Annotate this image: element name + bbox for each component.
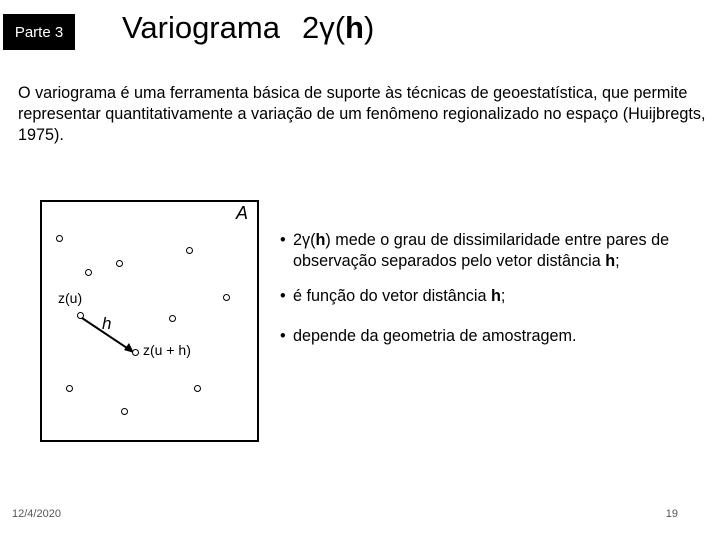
title-h: h <box>345 10 364 45</box>
slide-title <box>122 10 374 46</box>
title-prefix: 2 <box>301 10 320 45</box>
sample-point <box>56 235 63 242</box>
title-gamma: γ <box>319 10 335 45</box>
sample-point <box>169 315 176 322</box>
bullet-text: ; <box>500 287 506 305</box>
title-word: Variograma <box>122 10 280 45</box>
bullet-item <box>280 230 700 272</box>
sampling-diagram <box>40 200 259 442</box>
sample-point <box>121 408 128 415</box>
bullet-text: é função do vetor distância <box>293 287 491 305</box>
vector-layer <box>42 202 257 440</box>
bullet-item <box>280 286 700 307</box>
intro-paragraph: O variograma é uma ferramenta básica de suporte às técnicas de geoestatística, que permite representar quantitativamente a variação de um fenômeno regionalizado no espaço (Huijbregts, 1975). <box>18 84 706 144</box>
sample-point-zu <box>77 312 84 319</box>
bullet-text: depende da geometria de amostragem. <box>293 327 577 345</box>
bullet-bold-h: h <box>315 231 326 249</box>
part-label: Parte 3 <box>14 23 64 41</box>
label-zuh: z(u + h) <box>143 342 191 358</box>
sample-point <box>116 260 123 267</box>
bullet-dot: • <box>280 287 286 305</box>
page-number: 19 <box>665 508 678 520</box>
part-badge <box>3 14 75 50</box>
bullet-item <box>280 326 700 347</box>
sample-point <box>194 385 201 392</box>
label-zu: z(u) <box>58 290 83 306</box>
bullet-dot: • <box>280 327 286 345</box>
bullet-dot: • <box>280 231 286 249</box>
bullet-text: ) mede o grau de dissimilaridade entre pares de observação separados pelo vetor distância <box>293 231 670 270</box>
title-close: ) <box>363 10 375 45</box>
sample-point <box>186 247 193 254</box>
region-label: A <box>235 203 248 223</box>
bullet-bold-h: h <box>605 252 616 270</box>
bullet-text: ; <box>615 252 620 270</box>
footer-date: 12/4/2020 <box>12 508 61 520</box>
bullet-list <box>280 230 700 347</box>
bullet-text: 2γ( <box>293 231 316 249</box>
title-open: ( <box>334 10 346 45</box>
sample-point <box>66 385 73 392</box>
sample-point <box>223 294 230 301</box>
sample-point <box>85 269 92 276</box>
label-h: h <box>102 314 112 333</box>
bullet-bold-h: h <box>490 287 501 305</box>
sample-point-zuh <box>132 349 139 356</box>
